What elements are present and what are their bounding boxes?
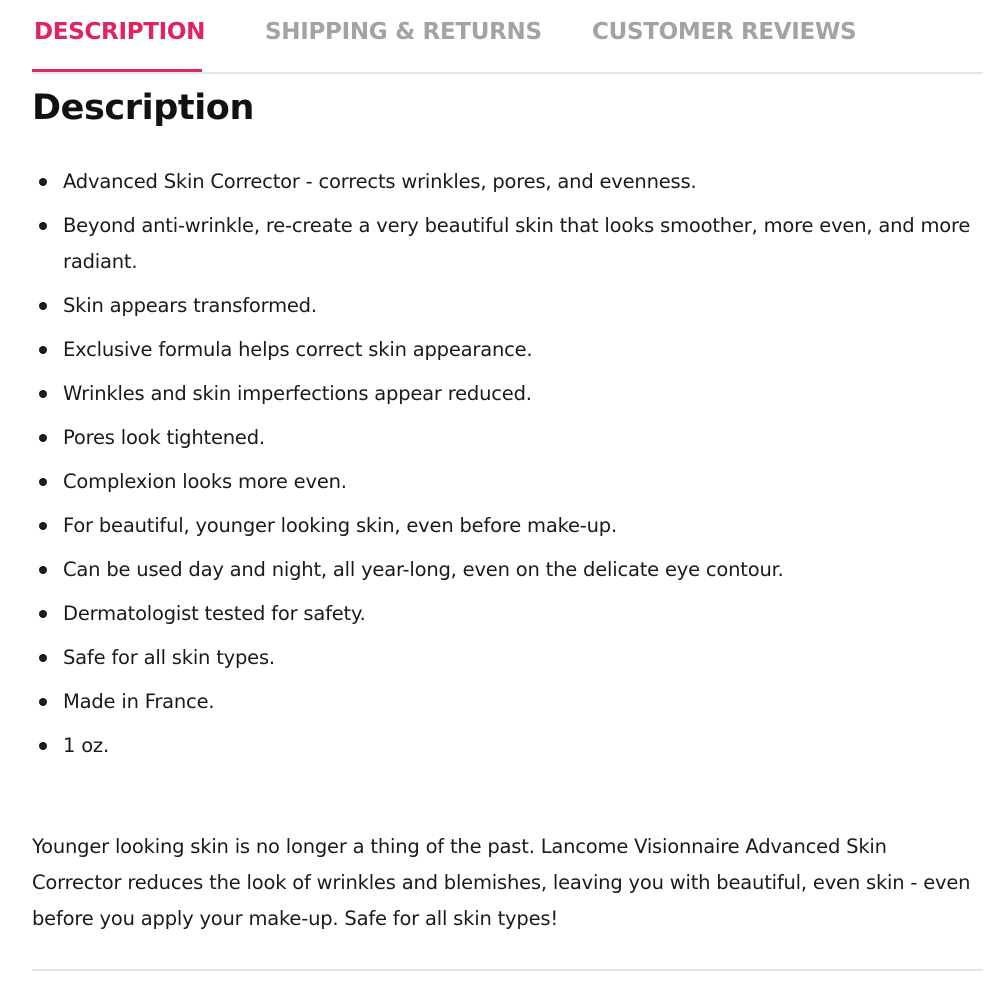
list-item-text: Wrinkles and skin imperfections appear reduced. <box>63 382 532 405</box>
list-item <box>32 376 977 412</box>
list-item <box>32 332 977 368</box>
list-item-text: Pores look tightened. <box>63 426 265 449</box>
list-item <box>32 164 977 200</box>
bullet-icon <box>39 178 47 186</box>
list-item-text: Advanced Skin Corrector - corrects wrinkles, pores, and evenness. <box>63 170 697 193</box>
bullet-icon <box>39 346 47 354</box>
active-tab-indicator <box>32 69 202 72</box>
bullet-icon <box>39 390 47 398</box>
list-item <box>32 420 977 456</box>
list-item <box>32 208 977 280</box>
list-item <box>32 596 977 632</box>
description-paragraph: Younger looking skin is no longer a thing of the past. Lancome Visionnaire Advanced Skin Corrector reduces the look of wrinkles and blemishes, leaving you with beautiful, even skin - even before you apply your make-up. Safe for all skin types! <box>32 835 971 930</box>
bullet-icon <box>39 742 47 750</box>
list-item <box>32 288 977 324</box>
list-item-text: Complexion looks more even. <box>63 470 347 493</box>
bullet-icon <box>39 478 47 486</box>
list-item <box>32 508 977 544</box>
list-item-text: Beyond anti-wrinkle, re-create a very beautiful skin that looks smoother, more even, and more radiant. <box>63 214 971 273</box>
list-item-text: Exclusive formula helps correct skin appearance. <box>63 338 533 361</box>
bullet-icon <box>39 522 47 530</box>
feature-list <box>32 164 977 772</box>
list-item-text: For beautiful, younger looking skin, even before make-up. <box>63 514 617 537</box>
tab-customer-reviews[interactable]: CUSTOMER REVIEWS <box>592 19 857 45</box>
bullet-icon <box>39 302 47 310</box>
list-item <box>32 728 977 764</box>
bullet-icon <box>39 698 47 706</box>
list-item <box>32 640 977 676</box>
list-item <box>32 684 977 720</box>
section-divider <box>32 969 983 971</box>
list-item <box>32 552 977 588</box>
list-item-text: 1 oz. <box>63 734 109 757</box>
list-item-text: Skin appears transformed. <box>63 294 317 317</box>
list-item-text: Dermatologist tested for safety. <box>63 602 366 625</box>
list-item-text: Made in France. <box>63 690 215 713</box>
bullet-icon <box>39 654 47 662</box>
section-heading: Description <box>32 88 254 128</box>
list-item-text: Can be used day and night, all year-long, even on the delicate eye contour. <box>63 558 784 581</box>
tab-description[interactable]: DESCRIPTION <box>34 19 206 45</box>
list-item-text: Safe for all skin types. <box>63 646 275 669</box>
bullet-icon <box>39 222 47 230</box>
product-tabs <box>32 0 983 74</box>
tab-shipping-returns[interactable]: SHIPPING & RETURNS <box>265 19 542 45</box>
list-item <box>32 464 977 500</box>
bullet-icon <box>39 566 47 574</box>
bullet-icon <box>39 434 47 442</box>
bullet-icon <box>39 610 47 618</box>
